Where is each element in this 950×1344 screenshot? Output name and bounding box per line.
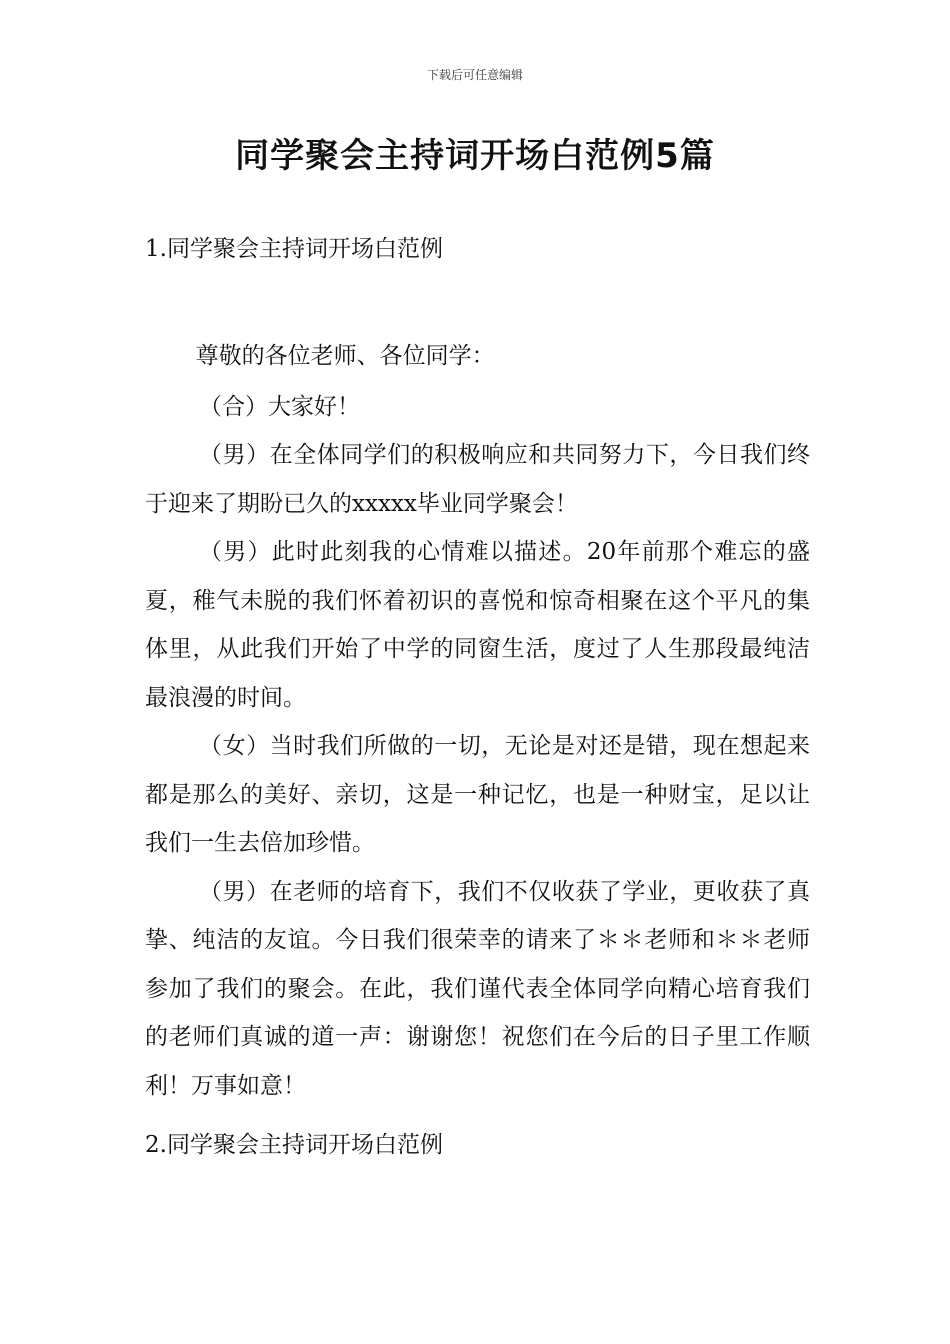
paragraph-male-2: （男）此时此刻我的心情难以描述。20年前那个难忘的盛夏，稚气未脱的我们怀着初识的喜悦和惊奇相聚在这个平凡的集体里，从此我们开始了中学的同窗生活，度过了人生那段最纯洁最浪漫的时间。	[145, 539, 810, 711]
document-title: 同学聚会主持词开场白范例5篇	[235, 136, 715, 176]
paragraph-female-1: （女）当时我们所做的一切，无论是对还是错，现在想起来都是那么的美好、亲切，这是一种记忆，也是一种财宝，足以让我们一生去倍加珍惜。	[145, 733, 810, 856]
section-heading-2: 2.同学聚会主持词开场白范例	[145, 1132, 443, 1158]
section-1-body	[145, 332, 810, 1110]
paragraph-male-1: （男）在全体同学们的积极响应和共同努力下，今日我们终于迎来了期盼已久的xxxxx毕业同学聚会！	[145, 442, 810, 517]
header-note: 下载后可任意编辑	[426, 68, 523, 82]
paragraph-salutation: 尊敬的各位老师、各位同学：	[195, 343, 495, 369]
paragraph-male-3: （男）在老师的培育下，我们不仅收获了学业，更收获了真挚、纯洁的友谊。今日我们很荣幸的请来了＊＊老师和＊＊老师参加了我们的聚会。在此，我们谨代表全体同学向精心培育我们的老师们真诚的道一声：谢谢您！祝您们在今后的日子里工作顺利！万事如意！	[145, 878, 810, 1099]
section-heading-1: 1.同学聚会主持词开场白范例	[145, 236, 443, 262]
paragraph-greeting: （合）大家好！	[199, 393, 361, 420]
